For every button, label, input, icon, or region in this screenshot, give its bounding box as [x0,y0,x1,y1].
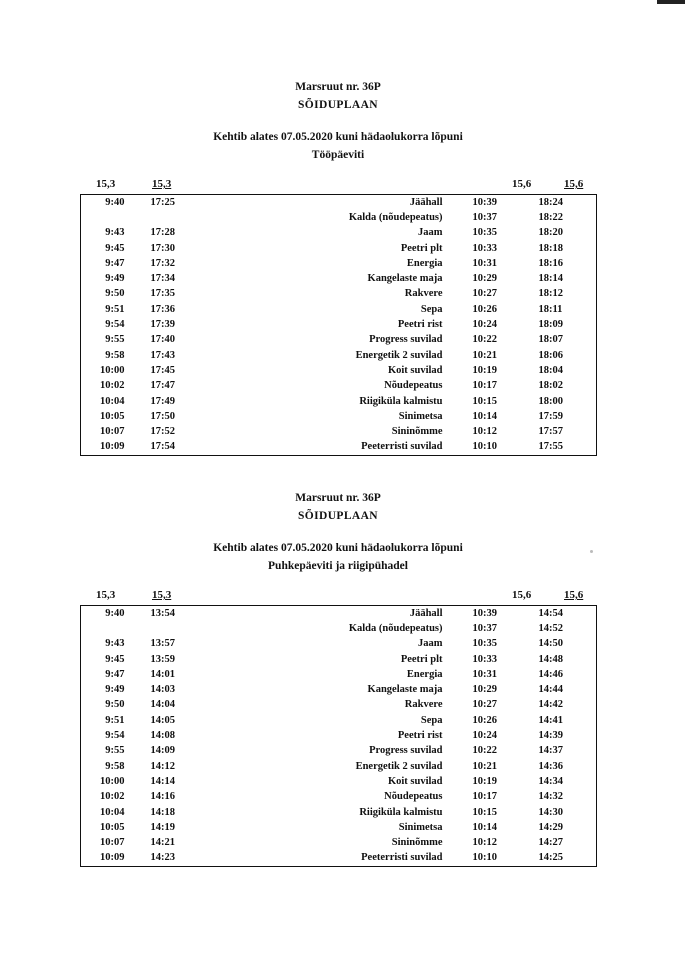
departure-time-cell: 10:09 [100,852,125,864]
departure-time-cell: 9:51 [105,714,125,726]
table-row [81,226,597,241]
return-time-cell: 14:27 [538,837,563,849]
return-time-cell: 10:29 [472,273,497,285]
return-time-cell: 18:22 [538,211,563,223]
departure-time-cell: 9:51 [105,303,125,315]
stop-name-cell: Peeterristi suvilad [361,441,443,453]
return-time-cell: 10:26 [472,303,497,315]
stop-name-cell: Progress suvilad [369,334,443,346]
departure-time-cell: 9:58 [105,760,125,772]
return-time-cell: 18:12 [538,288,563,300]
return-time-cell: 18:20 [538,227,563,239]
departure-time-cell: 9:45 [105,242,125,254]
departure-time-cell: 17:39 [150,319,175,331]
table-row [81,744,597,759]
departure-time-cell: 17:54 [150,441,175,453]
return-time-cell: 10:37 [472,622,497,634]
table-row [81,774,597,789]
stop-name-cell: Jaam [418,638,443,650]
stop-name-cell: Sinimetsa [398,821,443,833]
departure-time-cell [81,621,137,636]
return-time-cell: 18:02 [538,380,563,392]
departure-time-cell: 14:09 [150,745,175,757]
return-time-cell: 18:16 [538,257,563,269]
stop-name-cell: Riigiküla kalmistu [359,395,443,407]
departure-time-cell: 17:50 [150,410,175,422]
departure-time-cell: 10:00 [100,775,125,787]
return-time-cell: 10:10 [472,441,497,453]
departure-time-cell: 9:55 [105,745,125,757]
return-time-cell: 14:37 [538,745,563,757]
return-time-cell: 10:14 [472,410,497,422]
departure-time-cell: 9:58 [105,349,125,361]
column-header: 15,3 [152,589,172,601]
stop-name-cell: Sininõmme [391,837,443,849]
departure-time-cell: 17:43 [150,349,175,361]
return-time-cell: 17:59 [538,410,563,422]
stop-name-cell: Energia [406,668,443,680]
return-time-cell: 14:41 [538,714,563,726]
return-time-cell: 14:42 [538,699,563,711]
holiday-timetable [80,489,596,867]
return-time-cell: 10:14 [472,821,497,833]
departure-time-cell: 9:54 [105,319,125,331]
table-row [81,394,597,409]
table-row [81,424,597,439]
table-row [81,606,597,622]
departure-time-cell: 17:47 [150,380,175,392]
stop-name-cell: Rakvere [404,288,443,300]
table-row [81,637,597,652]
departure-time-cell: 9:43 [105,638,125,650]
table-row [81,333,597,348]
stop-name-cell: Kangelaste maja [367,684,443,696]
column-header: 15,3 [96,589,116,601]
return-time-cell: 10:33 [472,653,497,665]
column-header: 15,3 [152,178,172,190]
departure-time-cell: 10:07 [100,837,125,849]
departure-time-cell: 10:02 [100,791,125,803]
departure-time-cell: 14:16 [150,791,175,803]
return-time-cell: 10:31 [472,257,497,269]
stop-name-cell: Riigiküla kalmistu [359,806,443,818]
table-row [81,835,597,850]
return-time-cell: 14:44 [538,684,563,696]
stop-name-cell: Sepa [420,303,443,315]
return-time-cell: 10:39 [472,196,497,208]
stop-name-cell: Nõudepeatus [384,380,443,392]
departure-time-cell: 10:00 [100,364,125,376]
stop-name-cell: Jäähall [409,196,443,208]
return-time-cell: 10:17 [472,791,497,803]
departure-time-cell: 14:19 [150,821,175,833]
table-row [81,409,597,424]
departure-time-cell: 14:21 [150,837,175,849]
table-row [81,621,597,636]
return-time-cell: 10:27 [472,288,497,300]
departure-time-cell: 10:05 [100,821,125,833]
departure-time-cell [137,210,197,225]
departure-time-cell: 14:05 [150,714,175,726]
validity-line: Kehtib alates 07.05.2020 kuni hädaolukorra lõpuni [213,131,463,143]
departure-time-cell: 17:40 [150,334,175,346]
table-row [81,728,597,743]
departure-time-cell: 17:35 [150,288,175,300]
table-row [81,652,597,667]
departure-time-cell: 17:32 [150,257,175,269]
stop-name-cell: Peetri rist [397,319,443,331]
departure-time-cell: 9:55 [105,334,125,346]
return-time-cell: 10:37 [472,211,497,223]
return-time-cell: 14:52 [538,622,563,634]
return-time-cell: 10:39 [472,607,497,619]
return-time-cell: 10:26 [472,714,497,726]
return-time-cell: 14:50 [538,638,563,650]
table-row [81,698,597,713]
column-header: 15,6 [512,178,532,190]
departure-time-cell: 10:04 [100,395,125,407]
table-row [81,820,597,835]
departure-time-cell: 13:54 [150,607,175,619]
return-time-cell: 10:27 [472,699,497,711]
timetable-table [80,194,597,456]
departure-time-cell: 9:45 [105,653,125,665]
return-time-cell: 14:48 [538,653,563,665]
return-time-cell: 10:22 [472,334,497,346]
departure-time-cell: 17:34 [150,273,175,285]
departure-time-cell: 9:43 [105,227,125,239]
departure-time-cell: 17:52 [150,426,175,438]
return-time-cell: 18:04 [538,364,563,376]
column-header: 15,3 [96,178,116,190]
return-time-cell: 17:57 [538,426,563,438]
return-time-cell: 14:29 [538,821,563,833]
table-row [81,713,597,728]
departure-time-cell: 9:50 [105,699,125,711]
departure-time-cell: 14:03 [150,684,175,696]
departure-time-cell: 13:59 [150,653,175,665]
departure-time-cell: 9:49 [105,684,125,696]
stop-name-cell: Kalda (nõudepeatus) [348,211,443,223]
return-time-cell: 10:17 [472,380,497,392]
table-row [81,271,597,286]
departure-time-cell: 9:50 [105,288,125,300]
return-time-cell: 14:36 [538,760,563,772]
table-row [81,682,597,697]
return-time-cell: 10:33 [472,242,497,254]
return-time-cell: 10:21 [472,760,497,772]
departure-time-cell: 9:40 [105,196,125,208]
return-time-cell: 14:25 [538,852,563,864]
timetable-header [80,489,596,575]
return-time-cell: 18:14 [538,273,563,285]
departure-time-cell: 14:14 [150,775,175,787]
return-time-cell: 17:55 [538,441,563,453]
table-row [81,667,597,682]
departure-time-cell: 9:49 [105,273,125,285]
table-row [81,302,597,317]
departure-time-cell: 10:09 [100,441,125,453]
departure-time-cell: 14:04 [150,699,175,711]
return-time-cell: 10:21 [472,349,497,361]
table-row [81,287,597,302]
departure-time-cell: 10:05 [100,410,125,422]
return-time-cell: 18:07 [538,334,563,346]
stop-name-cell: Peetri plt [400,653,443,665]
table-row [81,363,597,378]
return-time-cell: 10:22 [472,745,497,757]
departure-time-cell: 10:04 [100,806,125,818]
departure-time-cell: 9:54 [105,730,125,742]
return-time-cell: 10:12 [472,837,497,849]
return-time-cell: 14:54 [538,607,563,619]
stop-name-cell: Peetri plt [400,242,443,254]
table-row [81,759,597,774]
timetable-title: SÕIDUPLAAN [297,510,379,522]
stop-name-cell: Sininõmme [391,426,443,438]
table-row [81,195,597,211]
day-type: Puhkepäeviti ja riigipühadel [268,560,408,572]
table-row [81,348,597,363]
departure-time-cell [137,621,197,636]
day-type: Tööpäeviti [311,149,365,161]
departure-time-cell: 17:25 [150,196,175,208]
departure-time-cell: 14:18 [150,806,175,818]
column-header-row [80,178,596,194]
departure-time-cell: 9:47 [105,668,125,680]
stop-name-cell: Peetri rist [397,730,443,742]
column-header: 15,6 [564,589,584,601]
departure-time-cell: 13:57 [150,638,175,650]
stop-name-cell: Sepa [420,714,443,726]
departure-time-cell: 17:28 [150,227,175,239]
departure-time-cell: 17:36 [150,303,175,315]
departure-time-cell: 14:01 [150,668,175,680]
return-time-cell: 18:00 [538,395,563,407]
column-header: 15,6 [564,178,584,190]
stop-name-cell: Kangelaste maja [367,273,443,285]
return-time-cell: 10:12 [472,426,497,438]
departure-time-cell: 17:45 [150,364,175,376]
stop-name-cell: Progress suvilad [369,745,443,757]
departure-time-cell: 10:02 [100,380,125,392]
stop-name-cell: Koit suvilad [387,364,443,376]
stop-name-cell: Peeterristi suvilad [361,852,443,864]
column-header: 15,6 [512,589,532,601]
stop-name-cell: Nõudepeatus [384,791,443,803]
stop-name-cell: Energetik 2 suvilad [355,349,443,361]
column-header-row [80,589,596,605]
table-row [81,210,597,225]
return-time-cell: 18:18 [538,242,563,254]
departure-time-cell [81,210,137,225]
route-number: Marsruut nr. 36P [295,492,381,504]
stop-name-cell: Koit suvilad [387,775,443,787]
table-row [81,379,597,394]
return-time-cell: 10:31 [472,668,497,680]
weekday-timetable [80,78,596,456]
return-time-cell: 10:19 [472,364,497,376]
departure-time-cell: 17:49 [150,395,175,407]
table-row [81,851,597,867]
return-time-cell: 18:11 [538,303,563,315]
return-time-cell: 10:35 [472,227,497,239]
departure-time-cell: 9:47 [105,257,125,269]
stop-name-cell: Jäähall [409,607,443,619]
departure-time-cell: 9:40 [105,607,125,619]
return-time-cell: 10:24 [472,319,497,331]
departure-time-cell: 17:30 [150,242,175,254]
return-time-cell: 14:39 [538,730,563,742]
return-time-cell: 10:10 [472,852,497,864]
table-row [81,790,597,805]
return-time-cell: 10:29 [472,684,497,696]
timetable-table [80,605,597,867]
route-number: Marsruut nr. 36P [295,81,381,93]
table-row [81,805,597,820]
return-time-cell: 14:32 [538,791,563,803]
departure-time-cell: 10:07 [100,426,125,438]
departure-time-cell: 14:12 [150,760,175,772]
return-time-cell: 10:15 [472,806,497,818]
stop-name-cell: Rakvere [404,699,443,711]
stop-name-cell: Energetik 2 suvilad [355,760,443,772]
timetable-title: SÕIDUPLAAN [297,99,379,111]
stop-name-cell: Kalda (nõudepeatus) [348,622,443,634]
departure-time-cell: 14:08 [150,730,175,742]
stop-name-cell: Sinimetsa [398,410,443,422]
return-time-cell: 14:46 [538,668,563,680]
departure-time-cell: 14:23 [150,852,175,864]
table-row [81,256,597,271]
return-time-cell: 18:09 [538,319,563,331]
table-row [81,241,597,256]
return-time-cell: 10:35 [472,638,497,650]
return-time-cell: 18:06 [538,349,563,361]
return-time-cell: 18:24 [538,196,563,208]
stop-name-cell: Energia [406,257,443,269]
stop-name-cell: Jaam [418,227,443,239]
validity-line: Kehtib alates 07.05.2020 kuni hädaolukorra lõpuni [213,542,463,554]
return-time-cell: 10:15 [472,395,497,407]
table-row [81,317,597,332]
return-time-cell: 10:24 [472,730,497,742]
return-time-cell: 14:34 [538,775,563,787]
scan-corner-mark [657,0,685,4]
return-time-cell: 10:19 [472,775,497,787]
return-time-cell: 14:30 [538,806,563,818]
timetable-header [80,78,596,164]
table-row [81,440,597,456]
